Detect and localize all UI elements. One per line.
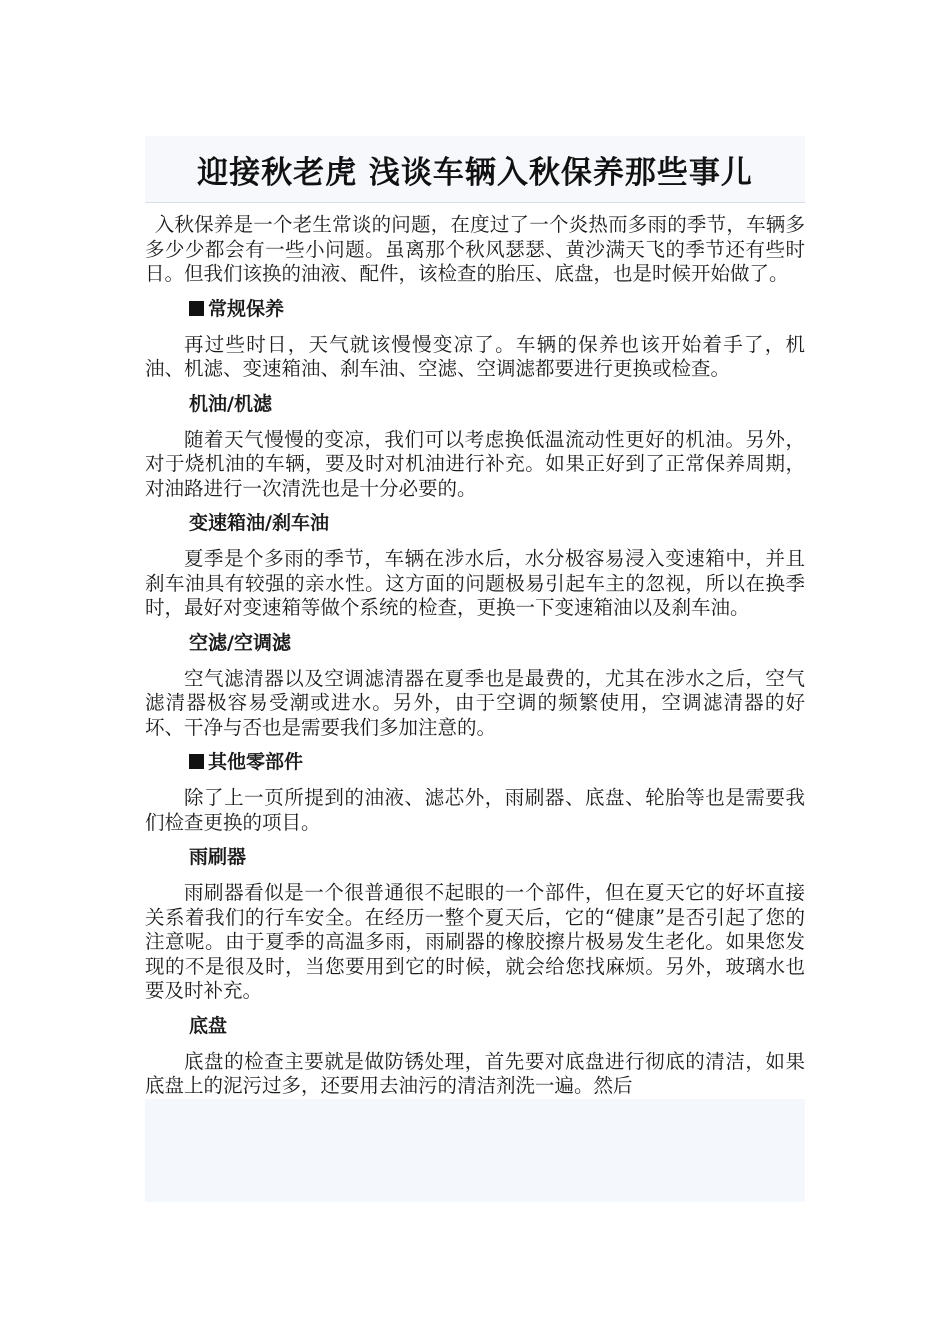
section-transmission-brake-oil [145,511,805,621]
section-oil-filter [145,392,805,502]
section-heading: 机油/机滤 [189,392,272,415]
document-page [145,136,805,1202]
section-chassis [145,1014,805,1099]
section-paragraph: 夏季是个多雨的季节，车辆在涉水后，水分极容易浸入变速箱中，并且刹车油具有较强的亲水性。这方面的问题极易引起车主的忽视，所以在换季时，最好对变速箱等做个系统的检查，更换一下变速箱油以及刹车油。 [145,547,805,619]
article-body [145,203,805,1099]
section-paragraph: 雨刷器看似是一个很普通很不起眼的一个部件，但在夏天它的好坏直接关系着我们的行车安全。在经历一整个夏天后，它的“健康”是否引起了您的注意呢。由于夏季的高温多雨，雨刷器的橡胶擦片极易发生老化。如果您发现的不是很及时，当您要用到它的时候，就会给您找麻烦。另外，玻璃水也要及时补充。 [145,881,805,1002]
section-wipers [145,845,805,1004]
section-paragraph: 底盘的检查主要就是做防锈处理，首先要对底盘进行彻底的清洁，如果底盘上的泥污过多，还要用去油污的清洁剂洗一遍。然后 [145,1049,805,1097]
section-heading: 变速箱油/刹车油 [189,512,329,534]
section-routine-maintenance [145,297,805,382]
section-heading: 雨刷器 [189,846,247,868]
section-heading: 其他零部件 [145,750,805,774]
section-heading: 常规保养 [145,297,805,321]
section-air-filters [145,631,805,741]
section-heading: 底盘 [189,1014,228,1037]
section-paragraph: 除了上一页所提到的油液、滤芯外，雨刷器、底盘、轮胎等也是需要我们检查更换的项目。 [145,786,805,834]
article-title: 迎接秋老虎 浅谈车辆入秋保养那些事儿 [197,154,753,191]
black-square-icon [189,301,204,316]
title-banner [145,136,805,203]
section-paragraph: 空气滤清器以及空调滤清器在夏季也是最费的，尤其在涉水之后，空气滤清器极容易受潮或进水。另外，由于空调的频繁使用，空调滤清器的好坏、干净与否也是需要我们多加注意的。 [145,666,805,739]
section-paragraph: 随着天气慢慢的变凉，我们可以考虑换低温流动性更好的机油。另外，对于烧机油的车辆，要及时对机油进行补充。如果正好到了正常保养周期，对油路进行一次清洗也是十分必要的。 [145,427,805,500]
black-square-icon [189,754,204,769]
intro-paragraph: 入秋保养是一个老生常谈的问题，在度过了一个炎热而多雨的季节，车辆多多少少都会有一些小问题。虽离那个秋风瑟瑟、黄沙满天飞的季节还有些时日。但我们该换的油液、配件，该检查的胎压、底盘，也是时候开始做了。 [145,213,805,285]
section-paragraph: 再过些时日，天气就该慢慢变凉了。车辆的保养也该开始着手了，机油、机滤、变速箱油、刹车油、空滤、空调滤都要进行更换或检查。 [145,332,805,380]
section-other-parts [145,750,805,835]
section-heading: 空滤/空调滤 [189,631,291,654]
